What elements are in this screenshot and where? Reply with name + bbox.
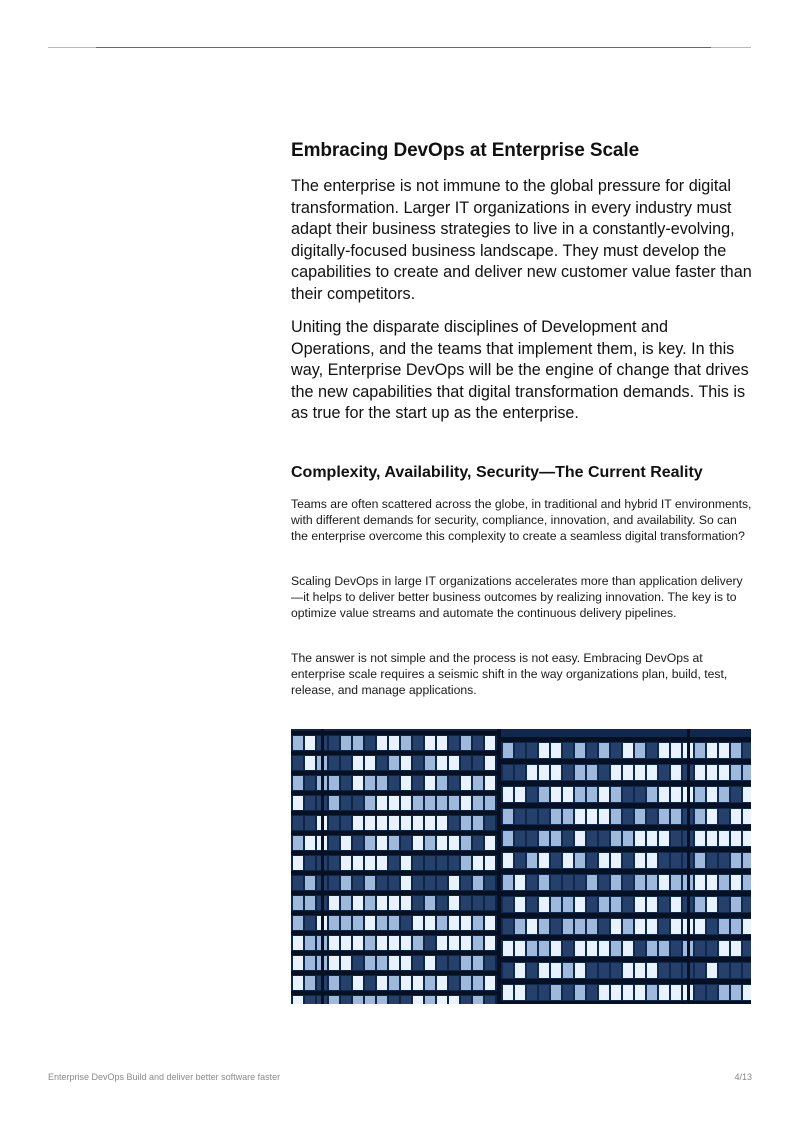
top-rule — [48, 47, 751, 48]
lead-paragraph: The enterprise is not immune to the global pressure for digital transformation. Larger IT organizations in every industry must adapt their business strategies to live in a constantly-evolving, digitally-focused business landscape. They must develop the capabilities to create and deliver new customer value faster than their competitors. — [291, 177, 752, 303]
subsection-heading: Complexity, Availability, Security—The Current Reality — [291, 464, 703, 481]
page-number: 4/13 — [734, 1072, 752, 1082]
footer-title: Enterprise DevOps Build and deliver better software faster — [48, 1072, 281, 1082]
top-rule-accent-left — [48, 47, 96, 48]
office-buildings-photo — [291, 729, 751, 1004]
office-buildings-illustration — [291, 729, 751, 1004]
body-paragraph: The answer is not simple and the process is not easy. Embracing DevOps at enterprise scale requires a seismic shift in the way organizations plan, build, test, release, and manage applications. — [291, 651, 728, 698]
body-paragraph: Scaling DevOps in large IT organizations accelerates more than application delivery—it helps to deliver better business outcomes by realizing innovation. The key is to optimize value streams and automate the continuous delivery pipelines. — [291, 574, 743, 621]
section-heading: Embracing DevOps at Enterprise Scale — [291, 140, 640, 161]
body-paragraph: Teams are often scattered across the globe, in traditional and hybrid IT environments, with different demands for security, compliance, innovation, and availability. So can the enterprise overcome this complexity to create a seamless digital transformation? — [291, 497, 752, 544]
lead-paragraph: Uniting the disparate disciplines of Development and Operations, and the teams that implement them, is key. In this way, Enterprise DevOps will be the engine of change that drives the new capabilities that digital transformation demands. This is as true for the start up as the enterprise. — [291, 318, 749, 423]
top-rule-accent-right — [711, 47, 751, 48]
